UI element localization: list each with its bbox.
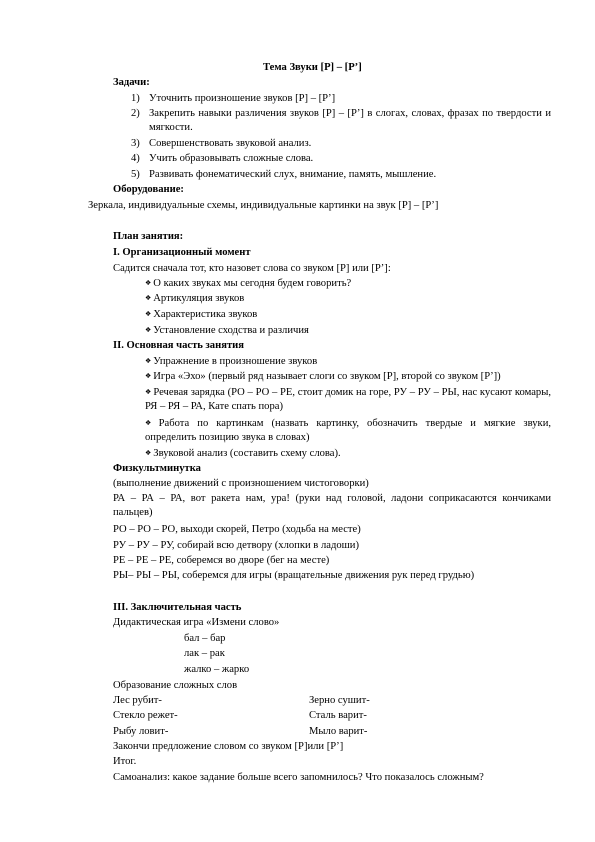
task-number: 5) [131, 169, 140, 180]
task-item: Совершенствовать звуковой анализ. [149, 138, 312, 149]
compound-right: Зерно сушит- [309, 695, 370, 706]
equipment-heading: Оборудование: [113, 184, 184, 195]
task-item: Учить образовывать сложные слова. [149, 153, 314, 164]
game-word: лак – рак [184, 648, 225, 659]
list-item: ❖ Артикуляция звуков [145, 292, 244, 306]
fizminutka-line: РО – РО – РО, выходи скорей, Петро (ходьба на месте) [113, 524, 361, 535]
compound-left: Стекло режет- [113, 710, 178, 721]
task-number: 1) [131, 93, 140, 104]
section-heading: III. Заключительная часть [113, 602, 242, 613]
plan-heading: План занятия: [113, 231, 184, 242]
section-intro: Садится сначала тот, кто назовет слова со звуком [Р] или [Р’]: [113, 263, 391, 274]
game-title: Дидактическая игра «Измени слово» [113, 617, 280, 628]
section-heading: II. Основная часть занятия [113, 340, 244, 351]
compound-right: Мыло варит- [309, 726, 368, 737]
task-item: Развивать фонематический слух, внимание, память, мышление. [149, 169, 437, 180]
task-number: 2) [131, 108, 140, 119]
tasks-heading: Задачи: [113, 77, 150, 88]
game-word: бал – бар [184, 633, 226, 644]
fizminutka-intro: (выполнение движений с произношением чистоговорки) [113, 478, 369, 489]
list-item: ❖ Характеристика звуков [145, 308, 257, 322]
list-item: ❖ О каких звуках мы сегодня будем говорить? [145, 277, 351, 291]
fizminutka-heading: Физкультминутка [113, 463, 201, 474]
compound-left: Рыбу ловит- [113, 726, 169, 737]
fizminutka-line: РА – РА – РА, вот ракета нам, ура! (руки над головой, ладони соприкасаются кончиками пальцев) [113, 493, 551, 518]
section-heading: I. Организационный момент [113, 247, 251, 258]
finish-sentence: Закончи предложение словом со звуком [Р]или [Р’] [113, 741, 344, 752]
task-item: Закрепить навыки различения звуков [Р] – [Р’] в слогах, словах, фразах по твердости и мягкости. [149, 108, 551, 133]
task-number: 3) [131, 138, 140, 149]
list-item: ❖ Звуковой анализ (составить схему слова). [145, 447, 341, 461]
fizminutka-line: РУ – РУ – РУ, собирай всю детвору (хлопки в ладоши) [113, 540, 359, 551]
fizminutka-line: РЫ– РЫ – РЫ, соберемся для игры (вращательные движения рук перед грудью) [113, 570, 475, 581]
list-item: ❖ Установление сходства и различия [145, 324, 309, 338]
page-title: Тема Звуки [Р] – [Р’] [263, 62, 362, 73]
list-item: ❖ Речевая зарядка (РО – РО – РЕ, стоит домик на горе, РУ – РУ – РЫ, нас кусают комары, РЯ – РЯ – РА, Кате спать пора) [145, 386, 551, 414]
task-item: Уточнить произношение звуков [Р] – [Р’] [149, 93, 336, 104]
compound-right: Сталь варит- [309, 710, 367, 721]
equipment-text: Зеркала, индивидуальные схемы, индивидуальные картинки на звук [Р] – [Р’] [88, 200, 439, 211]
compound-left: Лес рубит- [113, 695, 162, 706]
compound-title: Образование сложных слов [113, 680, 238, 691]
task-number: 4) [131, 153, 140, 164]
list-item: ❖ Упражнение в произношение звуков [145, 355, 317, 369]
summary: Итог. [113, 756, 137, 767]
list-item: ❖ Работа по картинкам (назвать картинку, обозначить твердые и мягкие звуки, определить позицию звука в словах) [145, 417, 551, 445]
list-item: ❖ Игра «Эхо» (первый ряд называет слоги со звуком [Р], второй со звуком [Р’]) [145, 370, 501, 384]
self-analysis: Самоанализ: какое задание больше всего запомнилось? Что показалось сложным? [113, 772, 484, 783]
fizminutka-line: РЕ – РЕ – РЕ, соберемся во дворе (бег на месте) [113, 555, 330, 566]
game-word: жалко – жарко [184, 664, 250, 675]
